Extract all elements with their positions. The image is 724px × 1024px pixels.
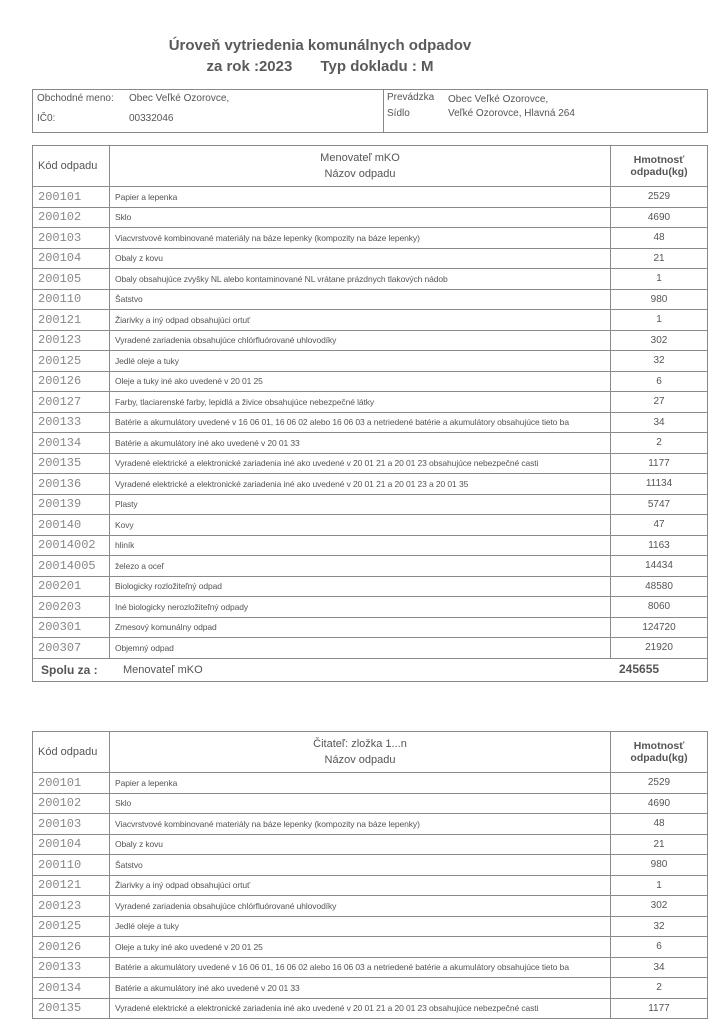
waste-weight: 11134: [611, 474, 708, 495]
waste-weight: 1: [611, 269, 708, 290]
table-row: [33, 814, 708, 835]
waste-name: Obaly obsahujúce zvyšky NL alebo kontaminované NL vrátane prázdnych tlakových nádob: [110, 269, 611, 290]
waste-code: 200134: [33, 433, 110, 454]
waste-weight: 8060: [611, 597, 708, 618]
waste-code: 200125: [33, 351, 110, 372]
business-name-label: Obchodné meno:: [37, 93, 114, 104]
table-row: [33, 412, 708, 433]
waste-weight: 1177: [611, 998, 708, 1019]
seat-label: Sídlo: [387, 108, 410, 119]
waste-weight: 21: [611, 834, 708, 855]
waste-name: Sklo: [110, 207, 611, 228]
company-info-right: [384, 90, 707, 132]
waste-code: 200126: [33, 937, 110, 958]
waste-code: 200104: [33, 834, 110, 855]
table-row: [33, 392, 708, 413]
waste-weight: 302: [611, 896, 708, 917]
waste-weight: 48: [611, 814, 708, 835]
waste-name: Iné biologicky nerozložiteľný odpady: [110, 597, 611, 618]
waste-code: 200101: [33, 187, 110, 208]
waste-weight: 32: [611, 351, 708, 372]
waste-weight: 6: [611, 937, 708, 958]
company-info-left: [33, 90, 384, 132]
waste-weight: 1: [611, 310, 708, 331]
waste-weight: 47: [611, 515, 708, 536]
waste-name: Žiarivky a iný odpad obsahujúci ortuť: [110, 875, 611, 896]
waste-code: 200135: [33, 453, 110, 474]
waste-weight: 2529: [611, 773, 708, 794]
waste-weight: 1163: [611, 535, 708, 556]
waste-name: Farby, tlaciarenské farby, lepidlá a živice obsahujúce nebezpečné látky: [110, 392, 611, 413]
waste-name: Batérie a akumulátory iné ako uvedené v 20 01 33: [110, 433, 611, 454]
total-row: [33, 658, 708, 681]
table-row: [33, 638, 708, 659]
business-name-value: Obec Veľké Ozorovce,: [129, 93, 230, 104]
column-header-weight-line1: Hmotnosť: [633, 154, 685, 166]
table-row: [33, 937, 708, 958]
waste-code: 200110: [33, 855, 110, 876]
waste-name: Oleje a tuky iné ako uvedené v 20 01 25: [110, 371, 611, 392]
waste-code: 200133: [33, 957, 110, 978]
waste-name: Papier a lepenka: [110, 187, 611, 208]
waste-name: Jedlé oleje a tuky: [110, 916, 611, 937]
waste-name: Viacvrstvové kombinované materiály na báze lepenky (kompozity na báze lepenky): [110, 814, 611, 835]
waste-code: 200203: [33, 597, 110, 618]
waste-name: Objemný odpad: [110, 638, 611, 659]
waste-code: 200102: [33, 207, 110, 228]
column-header-code: Kód odpadu: [33, 732, 110, 773]
table-row: [33, 187, 708, 208]
waste-name: Papier a lepenka: [110, 773, 611, 794]
table-row: [33, 269, 708, 290]
waste-code: 200104: [33, 248, 110, 269]
ico-label: IČ0:: [37, 113, 56, 124]
waste-code: 200123: [33, 896, 110, 917]
table-row: [33, 289, 708, 310]
waste-name: Batérie a akumulátory uvedené v 16 06 01, 16 06 02 alebo 16 06 03 a netriedené batérie a akumulátory obsahujúce tieto ba: [110, 412, 611, 433]
waste-code: 200139: [33, 494, 110, 515]
table-row: [33, 248, 708, 269]
waste-code: 200125: [33, 916, 110, 937]
column-header-weight: [611, 732, 708, 773]
waste-code: 200301: [33, 617, 110, 638]
column-header-weight-line1: Hmotnosť: [633, 740, 685, 752]
waste-weight: 124720: [611, 617, 708, 638]
waste-code: 200307: [33, 638, 110, 659]
waste-code: 200136: [33, 474, 110, 495]
column-header-name: [110, 732, 611, 773]
waste-code: 200126: [33, 371, 110, 392]
table-row: [33, 351, 708, 372]
waste-code: 200110: [33, 289, 110, 310]
table-row: [33, 535, 708, 556]
waste-weight: 4690: [611, 207, 708, 228]
waste-code: 200103: [33, 228, 110, 249]
waste-name: Batérie a akumulátory uvedené v 16 06 01, 16 06 02 alebo 16 06 03 a netriedené batérie a akumulátory obsahujúce tieto ba: [110, 957, 611, 978]
waste-name: Vyradené elektrické a elektronické zariadenia iné ako uvedené v 20 01 21 a 20 01 23 obsahujúce nebezpečné casti: [110, 453, 611, 474]
waste-name: hliník: [110, 535, 611, 556]
seat-value: Veľké Ozorovce, Hlavná 264: [448, 108, 575, 119]
waste-weight: 2: [611, 433, 708, 454]
doc-type-label: Typ dokladu : M: [320, 58, 434, 75]
table-row: [33, 433, 708, 454]
total-label: Spolu za :: [41, 662, 98, 677]
table-row: [33, 515, 708, 536]
table-row: [33, 576, 708, 597]
ico-value: 00332046: [129, 113, 174, 124]
operation-label: Prevádzka: [387, 92, 435, 103]
waste-name: Šatstvo: [110, 289, 611, 310]
table-row: [33, 371, 708, 392]
waste-code: 200201: [33, 576, 110, 597]
waste-weight: 34: [611, 412, 708, 433]
table-row: [33, 978, 708, 999]
column-header-name-line1: Čitateľ: zložka 1...n: [313, 738, 407, 750]
waste-name: Plasty: [110, 494, 611, 515]
table-row: [33, 597, 708, 618]
waste-name: Obaly z kovu: [110, 248, 611, 269]
table-row: [33, 957, 708, 978]
waste-weight: 6: [611, 371, 708, 392]
column-header-weight-line2: odpadu(kg): [630, 752, 688, 764]
waste-code: 200105: [33, 269, 110, 290]
year-label: za rok :2023: [206, 58, 293, 75]
waste-weight: 2529: [611, 187, 708, 208]
waste-weight: 980: [611, 855, 708, 876]
column-header-name-line2: Názov odpadu: [324, 168, 396, 180]
waste-name: Šatstvo: [110, 855, 611, 876]
waste-weight: 48580: [611, 576, 708, 597]
waste-name: Zmesový komunálny odpad: [110, 617, 611, 638]
table-row: [33, 453, 708, 474]
waste-code: 20014002: [33, 535, 110, 556]
waste-name: Oleje a tuky iné ako uvedené v 20 01 25: [110, 937, 611, 958]
waste-weight: 21920: [611, 638, 708, 659]
waste-weight: 27: [611, 392, 708, 413]
waste-code: 200103: [33, 814, 110, 835]
column-header-name-line1: Menovateľ mKO: [320, 152, 400, 164]
table-row: [33, 773, 708, 794]
table-row: [33, 617, 708, 638]
table-row: [33, 896, 708, 917]
table-row: [33, 793, 708, 814]
waste-code: 200123: [33, 330, 110, 351]
waste-code: 200102: [33, 793, 110, 814]
waste-code: 200127: [33, 392, 110, 413]
table-row: [33, 228, 708, 249]
waste-code: 200133: [33, 412, 110, 433]
document-title: Úroveň vytriedenia komunálnych odpadov: [168, 37, 472, 54]
table-row: [33, 207, 708, 228]
numerator-waste-table: [32, 731, 708, 1019]
waste-name: Sklo: [110, 793, 611, 814]
column-header-name: [110, 146, 611, 187]
waste-weight: 48: [611, 228, 708, 249]
waste-code: 200121: [33, 875, 110, 896]
waste-name: Viacvrstvové kombinované materiály na báze lepenky (kompozity na báze lepenky): [110, 228, 611, 249]
denominator-waste-table: [32, 145, 708, 682]
table-row: [33, 474, 708, 495]
waste-weight: 34: [611, 957, 708, 978]
waste-weight: 302: [611, 330, 708, 351]
total-weight: 245655: [619, 661, 660, 676]
waste-name: železo a oceľ: [110, 556, 611, 577]
table-row: [33, 834, 708, 855]
waste-name: Vyradené elektrické a elektronické zariadenia iné ako uvedené v 20 01 21 a 20 01 23 a 20 01 35: [110, 474, 611, 495]
table-header-row: [33, 732, 708, 773]
company-info-box: [32, 89, 708, 133]
waste-name: Biologicky rozložiteľný odpad: [110, 576, 611, 597]
table-header-row: [33, 146, 708, 187]
waste-weight: 1: [611, 875, 708, 896]
total-name: Menovateľ mKO: [123, 663, 203, 676]
waste-name: Žiarivky a iný odpad obsahujúci ortuť: [110, 310, 611, 331]
waste-weight: 32: [611, 916, 708, 937]
document-subtitle: [0, 58, 640, 75]
waste-weight: 1177: [611, 453, 708, 474]
table-row: [33, 998, 708, 1019]
waste-name: Vyradené elektrické a elektronické zariadenia iné ako uvedené v 20 01 21 a 20 01 23 obsahujúce nebezpečné casti: [110, 998, 611, 1019]
waste-weight: 5747: [611, 494, 708, 515]
table-row: [33, 556, 708, 577]
waste-name: Kovy: [110, 515, 611, 536]
table-row: [33, 310, 708, 331]
column-header-weight-line2: odpadu(kg): [630, 166, 688, 178]
waste-code: 200135: [33, 998, 110, 1019]
waste-code: 200134: [33, 978, 110, 999]
waste-weight: 2: [611, 978, 708, 999]
table-row: [33, 494, 708, 515]
column-header-weight: [611, 146, 708, 187]
waste-name: Jedlé oleje a tuky: [110, 351, 611, 372]
waste-name: Obaly z kovu: [110, 834, 611, 855]
table-row: [33, 855, 708, 876]
waste-name: Batérie a akumulátory iné ako uvedené v 20 01 33: [110, 978, 611, 999]
waste-name: Vyradené zariadenia obsahujúce chlórfluórované uhlovodíky: [110, 330, 611, 351]
waste-weight: 21: [611, 248, 708, 269]
waste-code: 200101: [33, 773, 110, 794]
waste-code: 20014005: [33, 556, 110, 577]
table-row: [33, 916, 708, 937]
column-header-name-line2: Názov odpadu: [324, 754, 396, 766]
table-row: [33, 875, 708, 896]
column-header-code: Kód odpadu: [33, 146, 110, 187]
waste-code: 200121: [33, 310, 110, 331]
waste-weight: 4690: [611, 793, 708, 814]
waste-name: Vyradené zariadenia obsahujúce chlórfluórované uhlovodíky: [110, 896, 611, 917]
table-row: [33, 330, 708, 351]
waste-weight: 980: [611, 289, 708, 310]
waste-code: 200140: [33, 515, 110, 536]
waste-weight: 14434: [611, 556, 708, 577]
operation-value: Obec Veľké Ozorovce,: [448, 94, 549, 105]
